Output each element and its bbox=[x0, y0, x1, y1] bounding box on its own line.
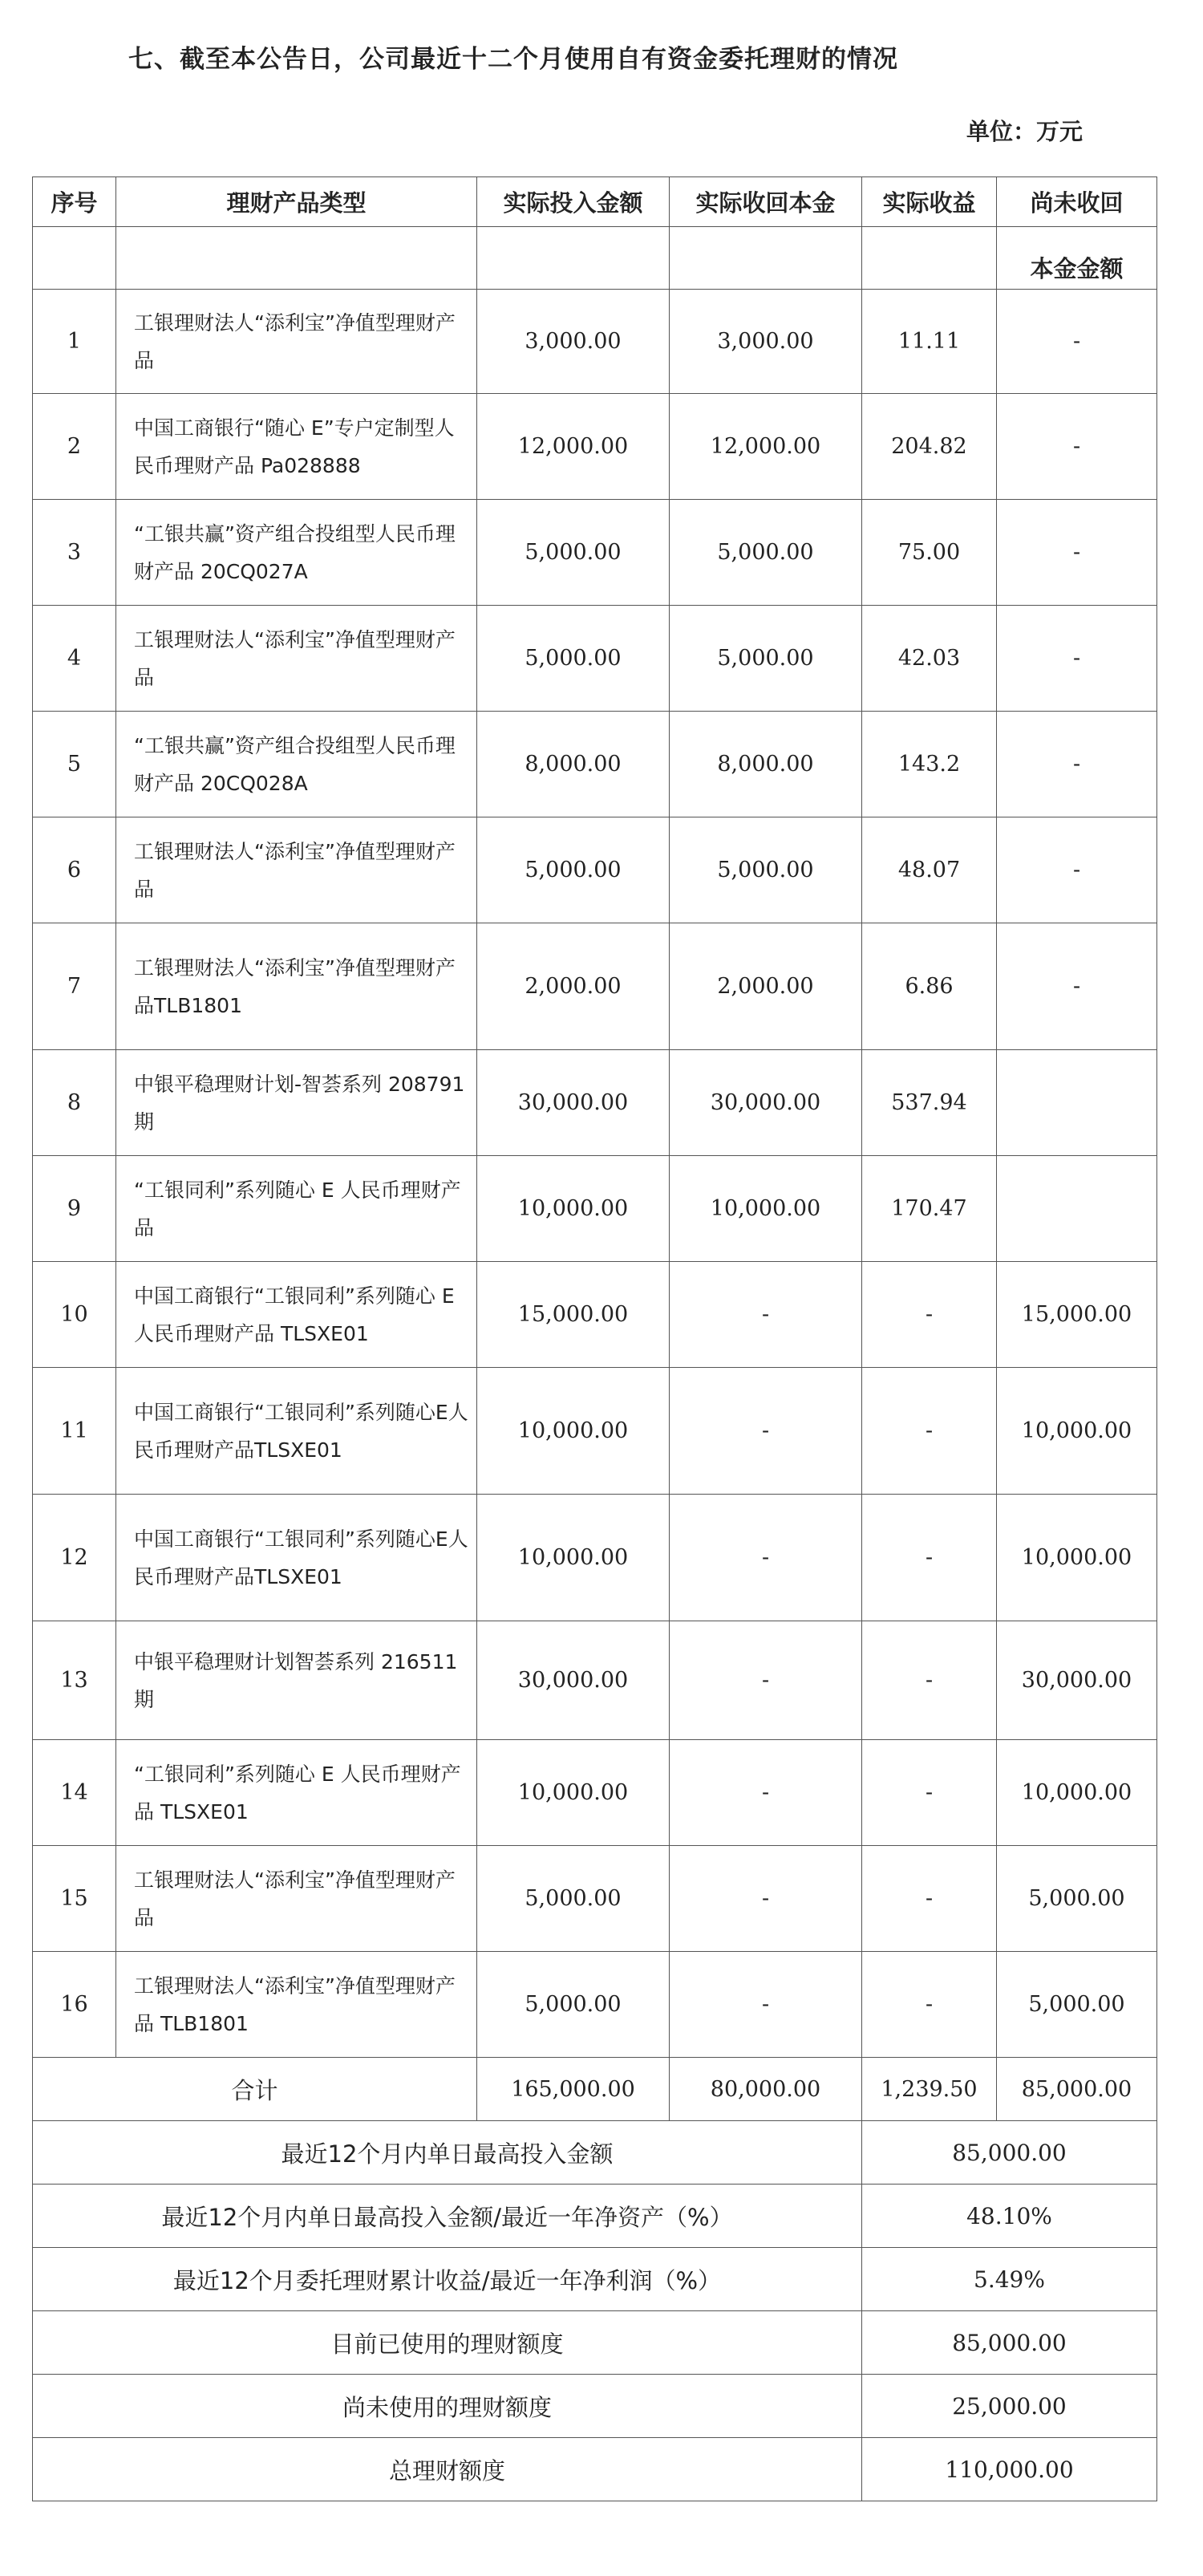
product-type-cell: “工银同利”系列随心 E 人民币理财产品 TLSXE01 bbox=[116, 1740, 477, 1846]
seq-cell: 13 bbox=[33, 1621, 116, 1740]
outstanding-cell: 10,000.00 bbox=[997, 1368, 1157, 1495]
summary-row bbox=[33, 2438, 1157, 2501]
invested-cell: 5,000.00 bbox=[477, 500, 670, 606]
header-type: 理财产品类型 bbox=[116, 177, 477, 227]
header-row-2 bbox=[33, 227, 1157, 290]
income-cell: - bbox=[862, 1621, 997, 1740]
income-cell: 204.82 bbox=[862, 394, 997, 500]
table-row bbox=[33, 1952, 1157, 2058]
summary-value: 25,000.00 bbox=[862, 2375, 1157, 2438]
outstanding-cell: - bbox=[997, 817, 1157, 923]
summary-value: 110,000.00 bbox=[862, 2438, 1157, 2501]
income-cell: 75.00 bbox=[862, 500, 997, 606]
summary-row bbox=[33, 2311, 1157, 2375]
header-row bbox=[33, 177, 1157, 227]
income-cell: - bbox=[862, 1495, 997, 1621]
outstanding-cell bbox=[997, 1156, 1157, 1262]
outstanding-cell: 5,000.00 bbox=[997, 1952, 1157, 2058]
seq-cell: 2 bbox=[33, 394, 116, 500]
product-type-cell: 工银理财法人“添利宝”净值型理财产品 bbox=[116, 606, 477, 712]
invested-cell: 30,000.00 bbox=[477, 1621, 670, 1740]
summary-value: 5.49% bbox=[862, 2248, 1157, 2311]
seq-cell: 11 bbox=[33, 1368, 116, 1495]
table-row bbox=[33, 606, 1157, 712]
summary-value: 85,000.00 bbox=[862, 2121, 1157, 2185]
invested-cell: 5,000.00 bbox=[477, 1952, 670, 2058]
recovered-cell: 10,000.00 bbox=[670, 1156, 862, 1262]
product-type-cell: 中银平稳理财计划智荟系列 216511 期 bbox=[116, 1621, 477, 1740]
summary-value: 48.10% bbox=[862, 2185, 1157, 2248]
product-type-cell: 工银理财法人“添利宝”净值型理财产品 bbox=[116, 817, 477, 923]
recovered-cell: - bbox=[670, 1368, 862, 1495]
table-row bbox=[33, 1368, 1157, 1495]
income-cell: - bbox=[862, 1952, 997, 2058]
invested-cell: 5,000.00 bbox=[477, 817, 670, 923]
total-label: 合计 bbox=[33, 2058, 477, 2121]
header-seq: 序号 bbox=[33, 177, 116, 227]
invested-cell: 5,000.00 bbox=[477, 1846, 670, 1952]
outstanding-cell bbox=[997, 1050, 1157, 1156]
invested-cell: 12,000.00 bbox=[477, 394, 670, 500]
invested-cell: 5,000.00 bbox=[477, 606, 670, 712]
table-row bbox=[33, 394, 1157, 500]
header-recovered: 实际收回本金 bbox=[670, 177, 862, 227]
seq-cell: 16 bbox=[33, 1952, 116, 2058]
table-row bbox=[33, 712, 1157, 817]
outstanding-cell: 15,000.00 bbox=[997, 1262, 1157, 1368]
outstanding-cell: - bbox=[997, 923, 1157, 1050]
seq-cell: 4 bbox=[33, 606, 116, 712]
product-type-cell: “工银同利”系列随心 E 人民币理财产品 bbox=[116, 1156, 477, 1262]
seq-cell: 12 bbox=[33, 1495, 116, 1621]
recovered-cell: - bbox=[670, 1621, 862, 1740]
product-type-cell: 工银理财法人“添利宝”净值型理财产品 bbox=[116, 290, 477, 394]
recovered-cell: 30,000.00 bbox=[670, 1050, 862, 1156]
summary-label: 最近12个月内单日最高投入金额/最近一年净资产（%） bbox=[33, 2185, 862, 2248]
income-cell: - bbox=[862, 1262, 997, 1368]
recovered-cell: - bbox=[670, 1846, 862, 1952]
recovered-cell: - bbox=[670, 1740, 862, 1846]
summary-label: 总理财额度 bbox=[33, 2438, 862, 2501]
seq-cell: 7 bbox=[33, 923, 116, 1050]
recovered-cell: 12,000.00 bbox=[670, 394, 862, 500]
income-cell: 143.2 bbox=[862, 712, 997, 817]
table-row bbox=[33, 1495, 1157, 1621]
outstanding-cell: 30,000.00 bbox=[997, 1621, 1157, 1740]
unit-label: 单位：万元 bbox=[966, 118, 1083, 145]
recovered-cell: - bbox=[670, 1262, 862, 1368]
seq-cell: 3 bbox=[33, 500, 116, 606]
summary-label: 最近12个月委托理财累计收益/最近一年净利润（%） bbox=[33, 2248, 862, 2311]
summary-label: 目前已使用的理财额度 bbox=[33, 2311, 862, 2375]
product-type-cell: 工银理财法人“添利宝”净值型理财产品TLB1801 bbox=[116, 923, 477, 1050]
summary-row bbox=[33, 2185, 1157, 2248]
outstanding-cell: 10,000.00 bbox=[997, 1740, 1157, 1846]
summary-row bbox=[33, 2121, 1157, 2185]
total-outstanding: 85,000.00 bbox=[997, 2058, 1157, 2121]
summary-label: 尚未使用的理财额度 bbox=[33, 2375, 862, 2438]
table-row bbox=[33, 923, 1157, 1050]
summary-row bbox=[33, 2248, 1157, 2311]
seq-cell: 15 bbox=[33, 1846, 116, 1952]
total-invested: 165,000.00 bbox=[477, 2058, 670, 2121]
outstanding-cell: - bbox=[997, 290, 1157, 394]
income-cell: 48.07 bbox=[862, 817, 997, 923]
header-unrecovered-line1: 尚未收回 bbox=[997, 177, 1157, 227]
table-row bbox=[33, 1156, 1157, 1262]
recovered-cell: 5,000.00 bbox=[670, 500, 862, 606]
seq-cell: 1 bbox=[33, 290, 116, 394]
outstanding-cell: - bbox=[997, 500, 1157, 606]
summary-row bbox=[33, 2375, 1157, 2438]
table-row bbox=[33, 1050, 1157, 1156]
total-income: 1,239.50 bbox=[862, 2058, 997, 2121]
income-cell: 6.86 bbox=[862, 923, 997, 1050]
product-type-cell: “工银共赢”资产组合投组型人民币理财产品 20CQ028A bbox=[116, 712, 477, 817]
income-cell: 11.11 bbox=[862, 290, 997, 394]
outstanding-cell: - bbox=[997, 394, 1157, 500]
product-type-cell: 中国工商银行“工银同利”系列随心E人民币理财产品TLSXE01 bbox=[116, 1495, 477, 1621]
table-row bbox=[33, 290, 1157, 394]
product-type-cell: “工银共赢”资产组合投组型人民币理财产品 20CQ027A bbox=[116, 500, 477, 606]
seq-cell: 6 bbox=[33, 817, 116, 923]
recovered-cell: 2,000.00 bbox=[670, 923, 862, 1050]
wealth-management-table bbox=[32, 176, 1157, 2501]
outstanding-cell: 5,000.00 bbox=[997, 1846, 1157, 1952]
invested-cell: 8,000.00 bbox=[477, 712, 670, 817]
recovered-cell: 5,000.00 bbox=[670, 817, 862, 923]
summary-value: 85,000.00 bbox=[862, 2311, 1157, 2375]
recovered-cell: - bbox=[670, 1495, 862, 1621]
header-unrecovered-line2: 本金金额 bbox=[997, 227, 1157, 290]
invested-cell: 10,000.00 bbox=[477, 1495, 670, 1621]
seq-cell: 8 bbox=[33, 1050, 116, 1156]
income-cell: - bbox=[862, 1368, 997, 1495]
product-type-cell: 中国工商银行“工银同利”系列随心 E 人民币理财产品 TLSXE01 bbox=[116, 1262, 477, 1368]
table-row bbox=[33, 1262, 1157, 1368]
invested-cell: 3,000.00 bbox=[477, 290, 670, 394]
recovered-cell: 5,000.00 bbox=[670, 606, 862, 712]
income-cell: 42.03 bbox=[862, 606, 997, 712]
product-type-cell: 中国工商银行“随心 E”专户定制型人民币理财产品 Pa028888 bbox=[116, 394, 477, 500]
total-recovered: 80,000.00 bbox=[670, 2058, 862, 2121]
invested-cell: 10,000.00 bbox=[477, 1740, 670, 1846]
table-row bbox=[33, 1740, 1157, 1846]
invested-cell: 2,000.00 bbox=[477, 923, 670, 1050]
table-row bbox=[33, 500, 1157, 606]
outstanding-cell: - bbox=[997, 606, 1157, 712]
page-title: 七、截至本公告日，公司最近十二个月使用自有资金委托理财的情况 bbox=[128, 45, 898, 74]
seq-cell: 10 bbox=[33, 1262, 116, 1368]
invested-cell: 15,000.00 bbox=[477, 1262, 670, 1368]
seq-cell: 5 bbox=[33, 712, 116, 817]
outstanding-cell: 10,000.00 bbox=[997, 1495, 1157, 1621]
summary-label: 最近12个月内单日最高投入金额 bbox=[33, 2121, 862, 2185]
income-cell: 537.94 bbox=[862, 1050, 997, 1156]
table-row bbox=[33, 1621, 1157, 1740]
header-income: 实际收益 bbox=[862, 177, 997, 227]
recovered-cell: 3,000.00 bbox=[670, 290, 862, 394]
product-type-cell: 中国工商银行“工银同利”系列随心E人民币理财产品TLSXE01 bbox=[116, 1368, 477, 1495]
income-cell: - bbox=[862, 1846, 997, 1952]
income-cell: - bbox=[862, 1740, 997, 1846]
total-row bbox=[33, 2058, 1157, 2121]
header-invested: 实际投入金额 bbox=[477, 177, 670, 227]
table-row bbox=[33, 1846, 1157, 1952]
recovered-cell: 8,000.00 bbox=[670, 712, 862, 817]
seq-cell: 14 bbox=[33, 1740, 116, 1846]
invested-cell: 10,000.00 bbox=[477, 1156, 670, 1262]
invested-cell: 30,000.00 bbox=[477, 1050, 670, 1156]
product-type-cell: 工银理财法人“添利宝”净值型理财产品 bbox=[116, 1846, 477, 1952]
invested-cell: 10,000.00 bbox=[477, 1368, 670, 1495]
table-row bbox=[33, 817, 1157, 923]
product-type-cell: 工银理财法人“添利宝”净值型理财产品 TLB1801 bbox=[116, 1952, 477, 2058]
outstanding-cell: - bbox=[997, 712, 1157, 817]
product-type-cell: 中银平稳理财计划-智荟系列 208791 期 bbox=[116, 1050, 477, 1156]
income-cell: 170.47 bbox=[862, 1156, 997, 1262]
seq-cell: 9 bbox=[33, 1156, 116, 1262]
recovered-cell: - bbox=[670, 1952, 862, 2058]
